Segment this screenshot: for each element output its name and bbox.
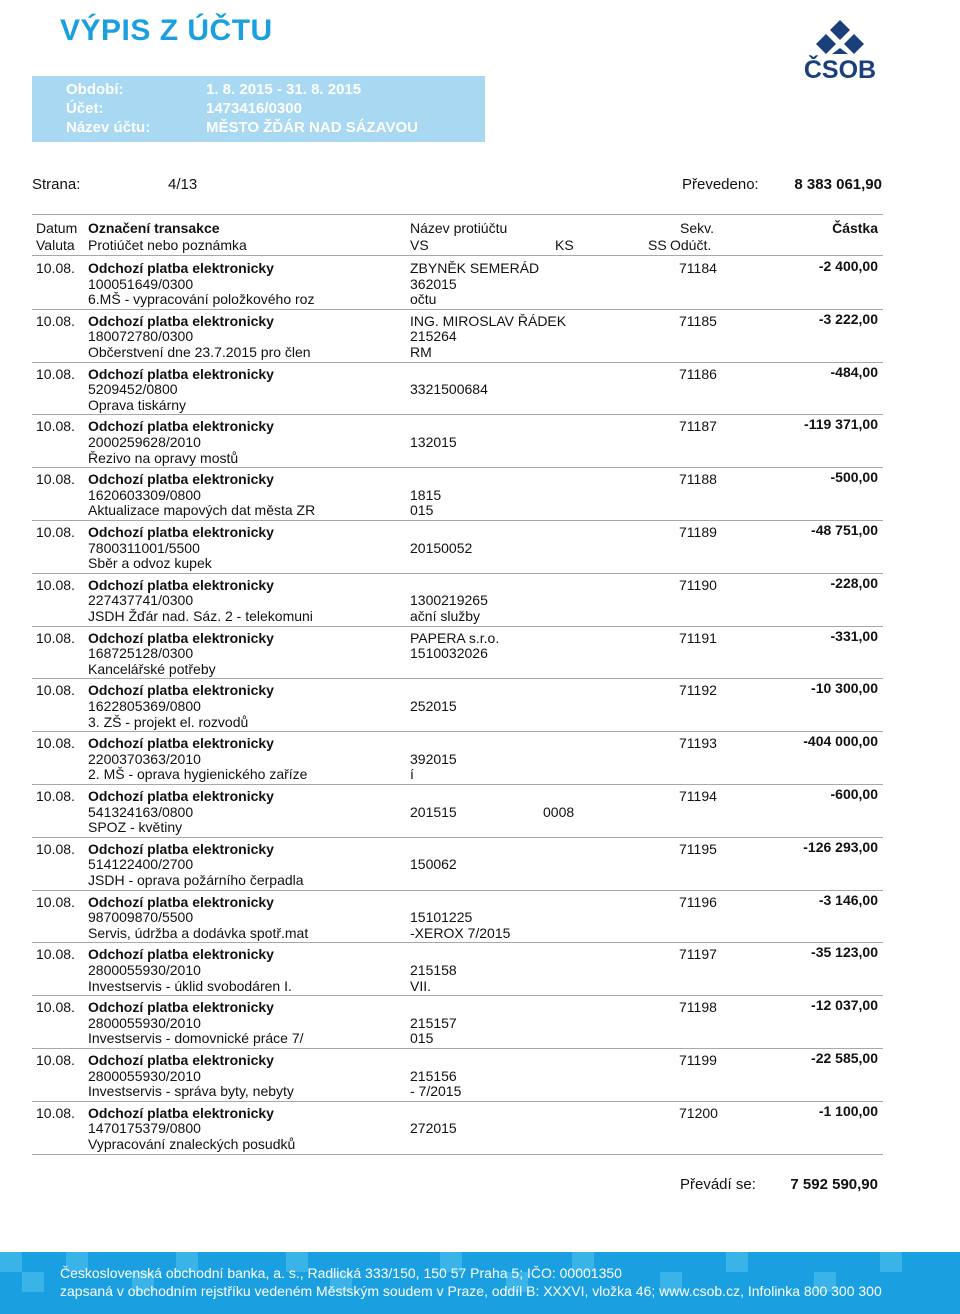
tx-date: 10.08. <box>36 629 75 646</box>
tx-counterparty-cont: -XEROX 7/2015 <box>410 924 511 941</box>
tx-sequence: 71196 <box>679 893 717 910</box>
tx-date: 10.08. <box>36 471 75 488</box>
tx-date: 10.08. <box>36 999 75 1016</box>
tx-date: 10.08. <box>36 893 75 910</box>
col-vs: VS <box>410 237 429 253</box>
carried-over-label: Převedeno: <box>682 176 759 193</box>
col-oznaceni: Označení transakce <box>88 220 220 236</box>
tx-amount: -10 300,00 <box>811 680 878 697</box>
tx-counterparty-cont: í <box>410 766 414 783</box>
tx-counter-account: 1470175379/0800 <box>88 1120 201 1137</box>
tx-type: Odchozí platba elektronicky <box>88 260 274 276</box>
col-ss: SS <box>648 237 667 253</box>
tx-note: Řezivo na opravy mostů <box>88 449 239 466</box>
tx-counter-account: 2800055930/2010 <box>88 1067 201 1084</box>
row-divider <box>32 942 883 943</box>
tx-sequence: 71200 <box>679 1104 718 1121</box>
tx-note: Vypracování znaleckých posudků <box>88 1136 296 1152</box>
tx-type: Odchozí platba elektronicky <box>88 1052 274 1068</box>
period-value: 1. 8. 2015 - 31. 8. 2015 <box>206 81 362 98</box>
row-divider <box>32 1101 883 1102</box>
tx-type: Odchozí platba elektronicky <box>88 999 274 1016</box>
tx-date: 10.08. <box>36 840 75 857</box>
tx-counter-account: 2800055930/2010 <box>88 962 201 978</box>
tx-sequence: 71190 <box>679 576 717 593</box>
account-value: 1473416/0300 <box>206 100 302 117</box>
row-divider <box>32 1154 883 1155</box>
tx-note: Občerstvení dne 23.7.2015 pro člen <box>88 344 311 360</box>
header-top-rule <box>32 214 883 215</box>
tx-sequence: 71191 <box>679 629 717 646</box>
tx-type: Odchozí platba elektronicky <box>88 524 274 540</box>
carry-forward-label: Převádí se: <box>680 1176 756 1193</box>
tx-date: 10.08. <box>36 735 75 752</box>
tx-ks: 0008 <box>543 803 575 820</box>
tx-vs: 20150052 <box>410 539 473 556</box>
tx-amount: -119 371,00 <box>804 416 878 433</box>
period-label: Období: <box>66 81 124 98</box>
col-protiucet: Protiúčet nebo poznámka <box>88 237 247 253</box>
tx-amount: -484,00 <box>830 363 878 380</box>
page-number: 4/13 <box>168 176 198 193</box>
tx-note: Sběr a odvoz kupek <box>88 555 212 572</box>
tx-counter-account: 1622805369/0800 <box>88 698 201 714</box>
bank-footer <box>0 1252 960 1314</box>
tx-date: 10.08. <box>36 365 75 382</box>
tx-note: JSDH - oprava požárního čerpadla <box>88 872 304 888</box>
tx-type: Odchozí platba elektronicky <box>88 576 274 593</box>
tx-date: 10.08. <box>36 576 75 593</box>
tx-counter-account: 514122400/2700 <box>88 856 194 873</box>
tx-type: Odchozí platba elektronicky <box>88 735 274 752</box>
tx-note: 2. MŠ - oprava hygienického zaříze <box>88 766 308 783</box>
tx-counterparty-cont: 015 <box>410 1030 434 1047</box>
tx-sequence: 71195 <box>679 840 717 857</box>
tx-note: Aktualizace mapových dat města ZR <box>88 502 316 519</box>
tx-counter-account: 987009870/5500 <box>88 909 194 926</box>
footer-line-1: Československá obchodní banka, a. s., Radlická 333/150, 150 57 Praha 5; IČO: 00001350 <box>60 1265 622 1281</box>
tx-note: Investservis - správa byty, nebyty <box>88 1083 294 1100</box>
tx-type: Odchozí platba elektronicky <box>88 893 274 910</box>
tx-vs: 132015 <box>410 434 457 450</box>
tx-vs: 215264 <box>410 328 457 345</box>
tx-counter-account: 2200370363/2010 <box>88 750 201 767</box>
tx-counterparty-cont: RM <box>410 344 432 360</box>
tx-note: Kancelářské potřeby <box>88 660 216 677</box>
tx-sequence: 71194 <box>679 788 717 804</box>
tx-note: Oprava tiskárny <box>88 396 187 413</box>
statement-title: VÝPIS Z ÚČTU <box>60 14 273 47</box>
tx-vs: 215156 <box>410 1067 457 1084</box>
tx-counter-account: 2000259628/2010 <box>88 434 201 450</box>
tx-date: 10.08. <box>36 1052 75 1068</box>
row-divider <box>32 414 883 415</box>
row-divider <box>32 731 883 732</box>
row-divider <box>32 467 883 468</box>
tx-note: 6.MŠ - vypracování položkového roz <box>88 291 315 308</box>
tx-vs: 201515 <box>410 803 457 820</box>
tx-amount: -12 037,00 <box>811 997 878 1014</box>
tx-note: JSDH Žďár nad. Sáz. 2 - telekomuni <box>88 608 313 624</box>
tx-vs: 362015 <box>410 275 457 292</box>
tx-counter-account: 2800055930/2010 <box>88 1014 201 1031</box>
tx-vs: 1300219265 <box>410 592 488 609</box>
account-name-label: Název účtu: <box>66 119 151 136</box>
col-sekv: Sekv. <box>680 220 714 236</box>
tx-amount: -3 222,00 <box>818 310 878 327</box>
footer-line-2: zapsaná v obchodním rejstříku vedeném Městským soudem v Praze, oddíl B: XXXVI, vložka 46; www.csob.cz, Infolinka 800 300 300 <box>60 1283 882 1299</box>
tx-vs: 150062 <box>410 856 457 873</box>
tx-counter-account: 227437741/0300 <box>88 592 194 609</box>
tx-counter-account: 100051649/0300 <box>88 275 194 292</box>
col-castka: Částka <box>832 220 878 236</box>
row-divider <box>32 362 883 363</box>
tx-sequence: 71185 <box>679 312 717 329</box>
tx-date: 10.08. <box>36 946 75 963</box>
carried-over-value: 8 383 061,90 <box>794 176 882 193</box>
tx-counter-account: 5209452/0800 <box>88 381 178 398</box>
tx-vs: 252015 <box>410 698 457 714</box>
tx-counter-account: 7800311001/5500 <box>88 539 200 556</box>
tx-note: Servis, údržba a dodávka spotř.mat <box>88 924 309 941</box>
tx-date: 10.08. <box>36 524 75 540</box>
row-divider <box>32 890 883 891</box>
tx-sequence: 71193 <box>679 735 717 752</box>
tx-vs: 272015 <box>410 1120 457 1137</box>
carry-forward-value: 7 592 590,90 <box>790 1176 878 1193</box>
tx-amount: -228,00 <box>830 574 878 591</box>
tx-amount: -22 585,00 <box>811 1050 878 1066</box>
tx-date: 10.08. <box>36 418 75 435</box>
tx-counterparty-cont: očtu <box>410 291 437 308</box>
row-divider <box>32 573 883 574</box>
row-divider <box>32 784 883 785</box>
page-label: Strana: <box>32 176 81 193</box>
tx-note: Investservis - úklid svobodáren I. <box>88 977 292 994</box>
tx-note: Investservis - domovnické práce 7/ <box>88 1030 304 1047</box>
tx-counterparty-name: ING. MIROSLAV ŘÁDEK <box>410 312 567 329</box>
tx-counterparty-cont: - 7/2015 <box>410 1083 462 1100</box>
tx-amount: -1 100,00 <box>818 1102 878 1119</box>
row-divider <box>32 520 883 521</box>
tx-date: 10.08. <box>36 312 75 329</box>
tx-amount: -126 293,00 <box>803 838 878 855</box>
tx-sequence: 71198 <box>679 999 717 1016</box>
tx-sequence: 71199 <box>679 1052 717 1068</box>
tx-date: 10.08. <box>36 682 75 699</box>
tx-note: 3. ZŠ - projekt el. rozvodů <box>88 713 249 730</box>
tx-vs: 215157 <box>410 1014 457 1031</box>
tx-date: 10.08. <box>36 260 75 276</box>
tx-amount: -35 123,00 <box>811 944 878 961</box>
col-oducet: Odúčt. <box>670 237 712 253</box>
tx-type: Odchozí platba elektronicky <box>88 788 274 804</box>
row-divider <box>32 1048 883 1049</box>
tx-counter-account: 1620603309/0800 <box>88 486 201 503</box>
tx-vs: 15101225 <box>410 909 473 926</box>
tx-date: 10.08. <box>36 788 75 804</box>
tx-sequence: 71187 <box>679 418 717 435</box>
tx-counter-account: 168725128/0300 <box>88 645 194 662</box>
tx-sequence: 71197 <box>679 946 717 963</box>
tx-amount: -3 146,00 <box>818 891 878 908</box>
tx-vs: 1510032026 <box>410 645 488 662</box>
tx-type: Odchozí platba elektronicky <box>88 946 274 963</box>
tx-type: Odchozí platba elektronicky <box>88 471 274 488</box>
tx-amount: -500,00 <box>830 469 878 486</box>
logo-text: ČSOB <box>803 56 877 80</box>
col-ks: KS <box>555 237 574 253</box>
col-valuta: Valuta <box>36 237 75 253</box>
row-divider <box>32 837 883 838</box>
tx-vs: 215158 <box>410 962 457 978</box>
row-divider <box>32 309 883 310</box>
tx-counterparty-cont: VII. <box>410 977 432 994</box>
tx-counterparty-name: ZBYNĚK SEMERÁD <box>410 260 540 276</box>
tx-amount: -404 000,00 <box>803 733 878 750</box>
tx-sequence: 71184 <box>679 260 717 276</box>
row-divider <box>32 626 883 627</box>
tx-amount: -2 400,00 <box>818 258 878 274</box>
tx-counter-account: 541324163/0800 <box>88 803 194 820</box>
account-name-value: MĚSTO ŽĎÁR NAD SÁZAVOU <box>206 119 418 136</box>
tx-note: SPOZ - květiny <box>88 819 183 836</box>
tx-type: Odchozí platba elektronicky <box>88 682 274 699</box>
tx-counterparty-cont: ační služby <box>410 608 481 624</box>
tx-type: Odchozí platba elektronicky <box>88 1104 274 1121</box>
row-divider <box>32 995 883 996</box>
tx-type: Odchozí platba elektronicky <box>88 629 274 646</box>
tx-amount: -48 751,00 <box>811 522 878 538</box>
tx-counter-account: 180072780/0300 <box>88 328 194 345</box>
tx-sequence: 71192 <box>679 682 717 699</box>
tx-sequence: 71189 <box>679 524 717 540</box>
header-bottom-rule <box>32 255 883 256</box>
tx-date: 10.08. <box>36 1104 75 1121</box>
tx-counterparty-cont: 015 <box>410 502 434 519</box>
col-nazev-protiuctu: Název protiúčtu <box>410 220 508 236</box>
tx-sequence: 71188 <box>679 471 717 488</box>
csob-logo <box>790 18 890 80</box>
tx-vs: 3321500684 <box>410 381 488 398</box>
tx-type: Odchozí platba elektronicky <box>88 840 274 857</box>
tx-sequence: 71186 <box>679 365 717 382</box>
tx-vs: 392015 <box>410 750 457 767</box>
tx-counterparty-name: PAPERA s.r.o. <box>410 629 500 646</box>
row-divider <box>32 678 883 679</box>
tx-type: Odchozí platba elektronicky <box>88 312 274 329</box>
tx-amount: -600,00 <box>830 786 878 802</box>
tx-type: Odchozí platba elektronicky <box>88 418 274 435</box>
account-label: Účet: <box>66 100 104 117</box>
tx-amount: -331,00 <box>830 627 878 644</box>
col-datum: Datum <box>36 220 78 236</box>
tx-type: Odchozí platba elektronicky <box>88 365 274 382</box>
tx-vs: 1815 <box>410 486 442 503</box>
